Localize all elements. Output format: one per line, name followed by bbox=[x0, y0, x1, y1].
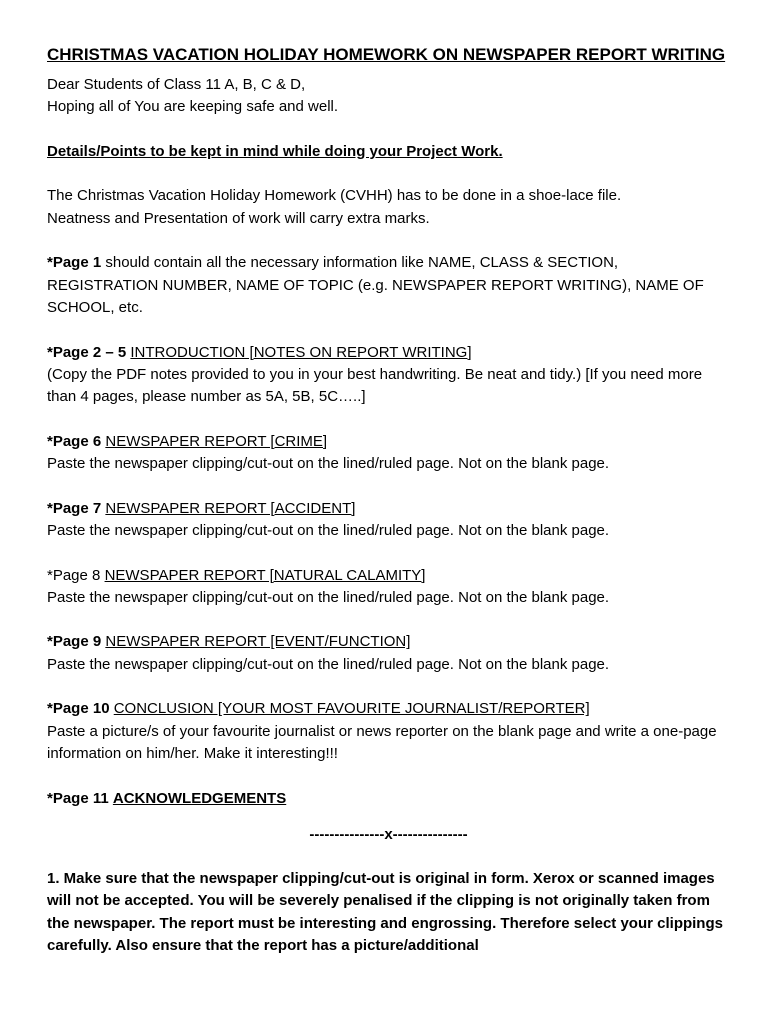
page-7-label: *Page 7 bbox=[47, 499, 102, 517]
page-9-heading: NEWSPAPER REPORT [EVENT/FUNCTION] bbox=[105, 633, 411, 651]
intro-line-2: Neatness and Presentation of work will carry extra marks. bbox=[47, 209, 430, 227]
page-6-heading: NEWSPAPER REPORT [CRIME] bbox=[105, 432, 328, 450]
note-section bbox=[47, 868, 730, 957]
details-heading-text: Details/Points to be kept in mind while doing your Project Work. bbox=[47, 142, 503, 160]
page-11-label: *Page 11 bbox=[47, 789, 109, 807]
page-6-entry bbox=[47, 431, 730, 476]
page-10-heading: CONCLUSION [YOUR MOST FAVOURITE JOURNALIST/REPORTER] bbox=[113, 700, 590, 718]
page-2-5-text: (Copy the PDF notes provided to you in your best handwriting. Be neat and tidy.) [If you need more than 4 pages, please number as 5A, 5B, 5C…..] bbox=[47, 365, 703, 406]
page-1-text: should contain all the necessary information like NAME, CLASS & SECTION, REGISTRATION NUMBER, NAME OF TOPIC (e.g. NEWSPAPER REPORT WRITING), NAME OF SCHOOL, etc. bbox=[47, 254, 704, 316]
page-11-heading: ACKNOWLEDGEMENTS bbox=[112, 789, 287, 807]
page-2-5-entry bbox=[47, 342, 730, 409]
page-6-text: Paste the newspaper clipping/cut-out on the lined/ruled page. Not on the blank page. bbox=[47, 455, 610, 473]
page-8-heading: NEWSPAPER REPORT [NATURAL CALAMITY] bbox=[104, 566, 426, 584]
document-title: CHRISTMAS VACATION HOLIDAY HOMEWORK ON NEWSPAPER REPORT WRITING bbox=[47, 45, 726, 64]
page-9-entry bbox=[47, 631, 730, 676]
greeting-line-1: Dear Students of Class 11 A, B, C & D, bbox=[47, 76, 306, 93]
page-10-text: Paste a picture/s of your favourite journalist or news reporter on the blank page and write a one-page information on him/her. Make it interesting!!! bbox=[47, 722, 717, 762]
intro-line-1: The Christmas Vacation Holiday Homework (CVHH) has to be done in a shoe-lace file. bbox=[47, 187, 622, 205]
page-10-entry bbox=[47, 698, 730, 765]
page-7-entry bbox=[47, 498, 730, 543]
page-2-5-label: *Page 2 – 5 bbox=[47, 343, 127, 361]
page-1-label: *Page 1 bbox=[47, 254, 102, 272]
page-10-label: *Page 10 bbox=[47, 700, 110, 718]
greeting-line-2: Hoping all of You are keeping safe and well. bbox=[47, 98, 339, 116]
page-9-text: Paste the newspaper clipping/cut-out on the lined/ruled page. Not on the blank page. bbox=[47, 655, 610, 673]
page-7-text: Paste the newspaper clipping/cut-out on the lined/ruled page. Not on the blank page. bbox=[47, 521, 610, 539]
note-1: 1. Make sure that the newspaper clipping/cut-out is original in form. Xerox or scanned images will not be accepted. You will be severely penalised if the clipping is not originally taken from the newspaper. The report must be interesting and engrossing. Therefore select your clippings carefully. Also ensure that the report has a picture/additional bbox=[47, 870, 723, 954]
page-8-label: *Page 8 bbox=[47, 566, 101, 584]
page-2-5-heading: INTRODUCTION [NOTES ON REPORT WRITING] bbox=[130, 343, 472, 361]
page-6-label: *Page 6 bbox=[47, 432, 102, 450]
page-8-entry bbox=[47, 565, 730, 610]
page-9-label: *Page 9 bbox=[47, 633, 102, 651]
intro-paragraph bbox=[47, 185, 730, 230]
page-1-entry bbox=[47, 252, 730, 319]
page-11-entry bbox=[47, 788, 730, 810]
details-heading bbox=[47, 141, 730, 163]
greeting bbox=[47, 74, 730, 119]
page-7-heading: NEWSPAPER REPORT [ACCIDENT] bbox=[105, 499, 356, 517]
section-separator: ---------------x--------------- bbox=[309, 825, 468, 843]
page-8-text: Paste the newspaper clipping/cut-out on the lined/ruled page. Not on the blank page. bbox=[47, 588, 610, 606]
